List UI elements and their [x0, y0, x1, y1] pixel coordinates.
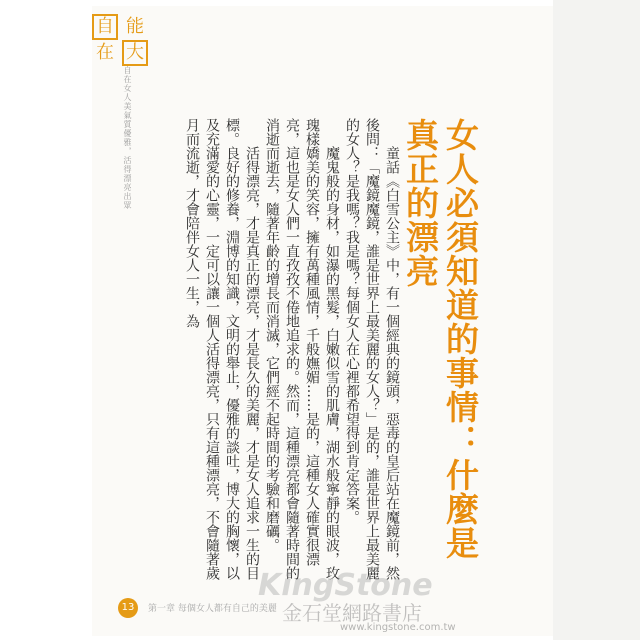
- logo-char-1: 自: [92, 14, 118, 40]
- paragraph: 魔鬼般的身材，如瀑的黑髮，白嫩似雪的肌膚，湖水般寧靜的眼波，玫瑰樣嬌美的笑容，擁有萬種風情，千般嫵媚……是的，這種女人確實很漂亮，這也是女人們一直孜孜不倦地追求的。然而，這種漂亮都會隨著時間的消逝而逝去，隨著年齡的增長而消滅，它們經不起時間的考驗和磨礪。: [264, 118, 340, 580]
- body-text: [170, 118, 402, 588]
- logo-char-4: 大: [122, 40, 148, 66]
- watermark-url: www.kingstone.com.tw: [340, 622, 456, 633]
- page-number: 13: [118, 598, 138, 618]
- paragraph: 童話《白雪公主》中，有一個經典的鏡頭，惡毒的皇后站在魔鏡前，然後問：「魔鏡魔鏡，誰是世界上最美麗的女人？」是的，誰是世界上最美麗的女人？是我嗎？我是嗎？每個女人在心裡都希望得到肯定答案。: [344, 118, 400, 580]
- paragraph: 活得漂亮，才是真正的漂亮，才是長久的美麗，才是女人追求一生的目標。良好的修養，淵博的知識，文明的舉止，優雅的談吐，博大的胸懷，以及充滿愛的心靈，一定可以讓一個人活得漂亮，只有這種漂亮，不會隨著歲月而流逝，才會陪伴女人一生，為: [184, 118, 260, 580]
- footer-caption: 第一章 每個女人都有自己的美麗: [148, 604, 277, 614]
- watermark-brand: KingStone: [258, 568, 433, 603]
- series-side-caption: 自在女人美氣質優雅，活得漂亮出眾: [123, 66, 132, 210]
- watermark-brand-cn: 金石堂網路書店: [282, 601, 422, 625]
- series-logo: [92, 14, 150, 66]
- chapter-title: 女人必須知道的事情：什麼是真正的漂亮: [401, 118, 480, 560]
- logo-char-2: 在: [96, 42, 114, 63]
- logo-char-3: 能: [126, 16, 144, 37]
- right-margin-band: [553, 0, 640, 640]
